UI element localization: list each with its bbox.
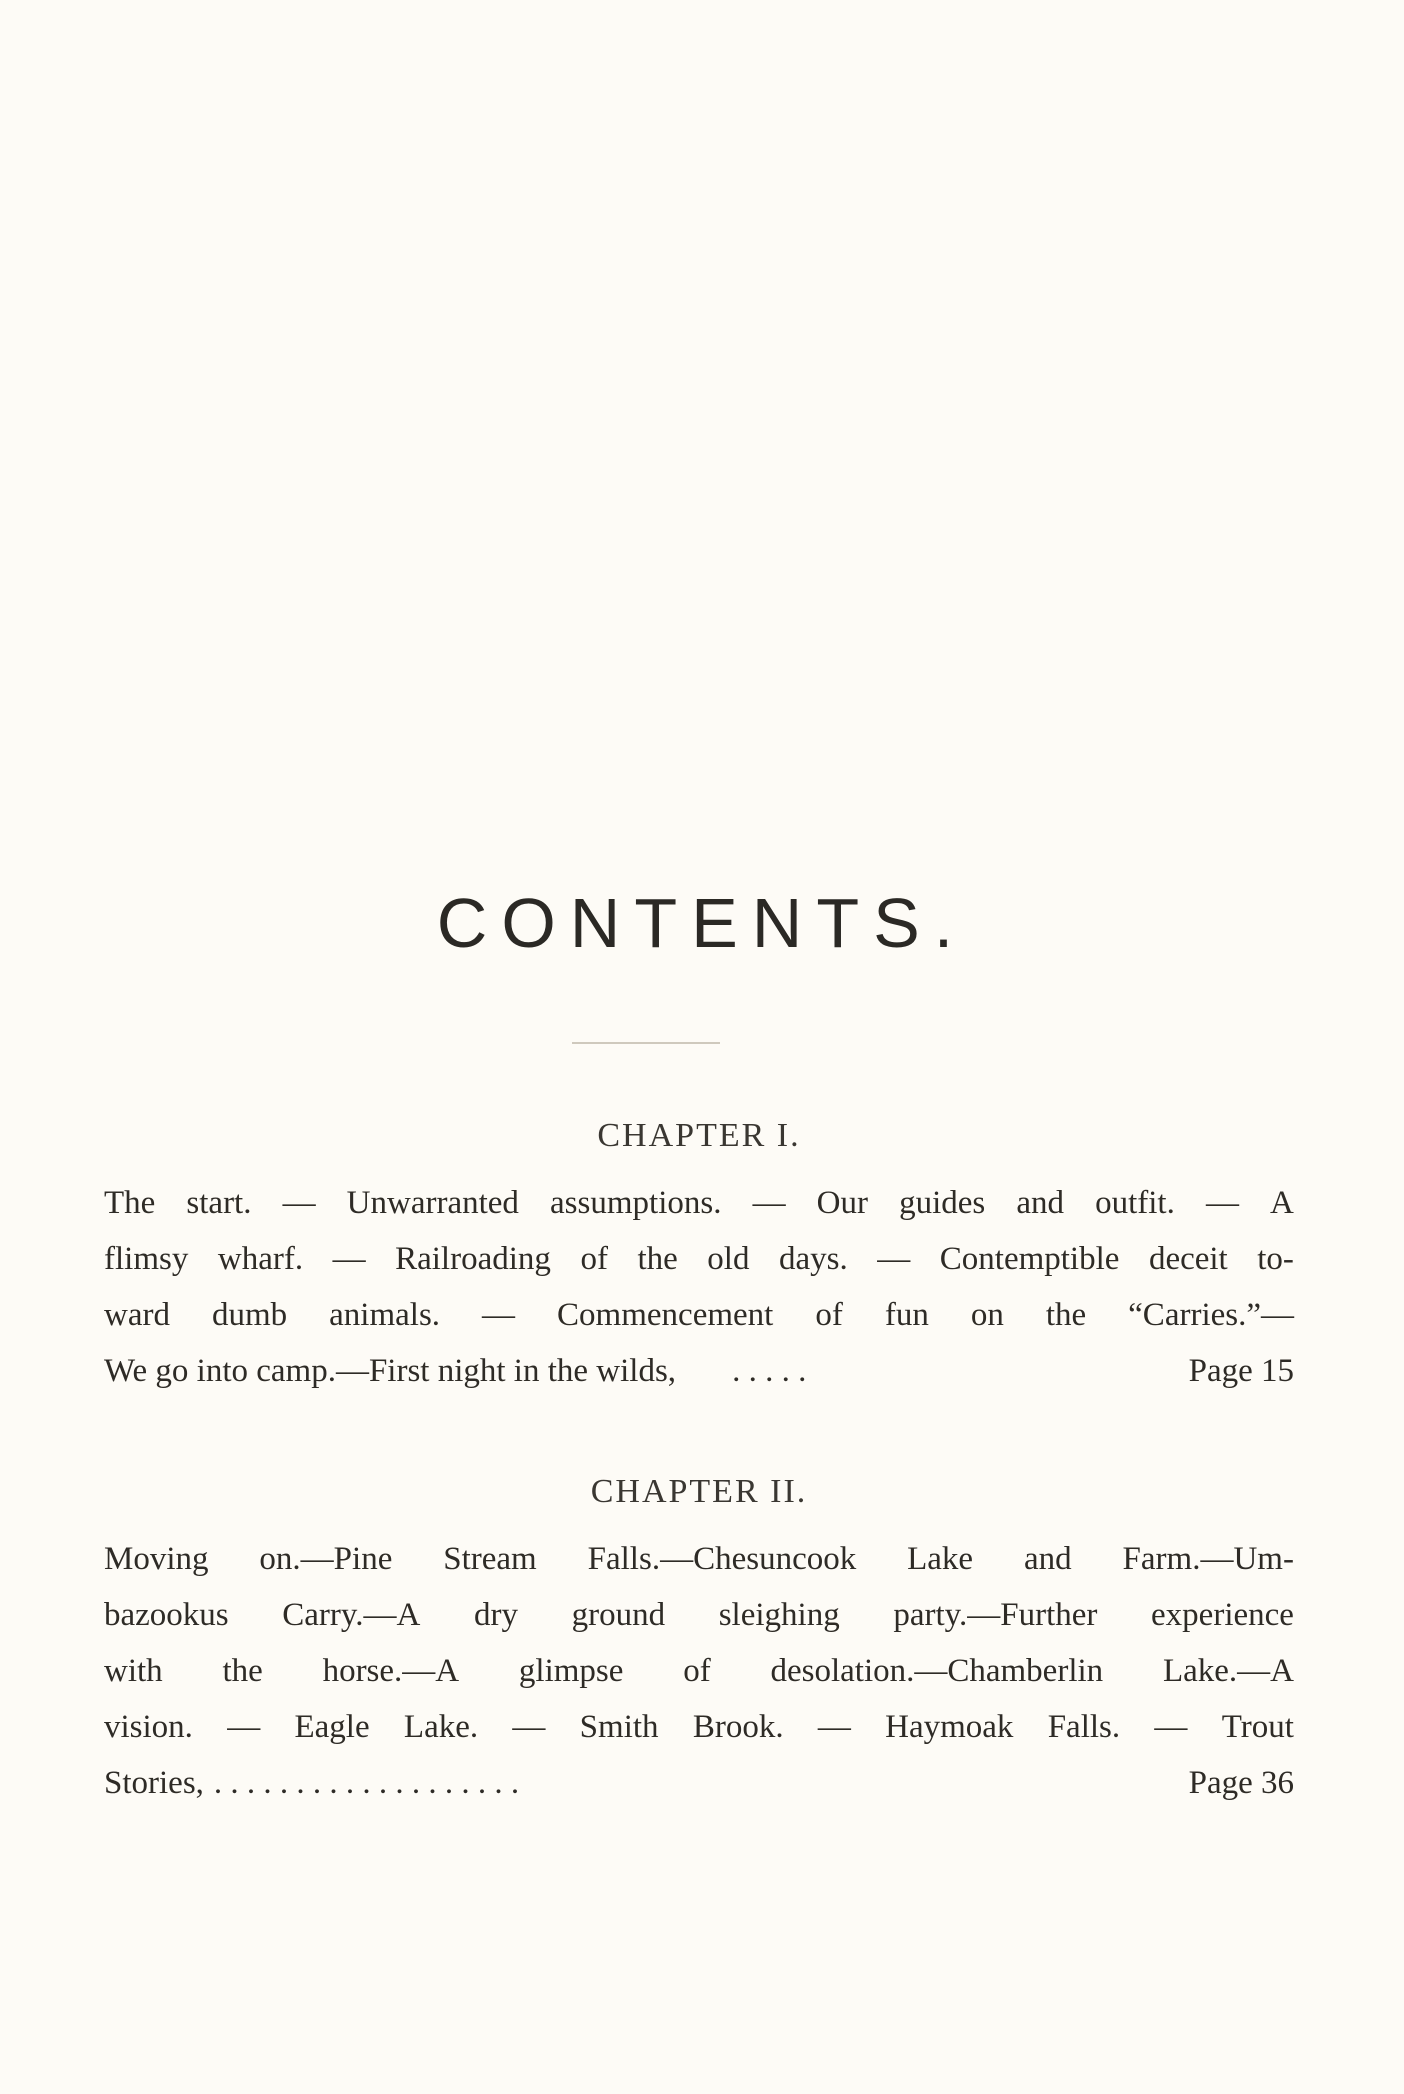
- summary-word: vision.: [104, 1708, 193, 1745]
- title-rule: [572, 1042, 720, 1044]
- summary-word: Unwarranted: [346, 1184, 519, 1221]
- summary-word: Eagle: [294, 1708, 370, 1745]
- summary-word: Commencement: [557, 1296, 774, 1333]
- summary-word: the: [222, 1652, 263, 1689]
- summary-word: days.: [778, 1240, 848, 1277]
- summary-word: Stream: [443, 1540, 537, 1577]
- dot-leader: . . . . .: [732, 1352, 807, 1389]
- summary-word: —: [512, 1708, 546, 1745]
- summary-word: the: [637, 1240, 678, 1277]
- summary-word: Farm.—Um-: [1122, 1540, 1294, 1577]
- summary-word: on.—Pine: [259, 1540, 393, 1577]
- summary-line: [104, 1287, 1294, 1343]
- summary-word: of: [815, 1296, 843, 1333]
- summary-word: Carry.—A: [282, 1596, 421, 1633]
- summary-word: flimsy: [104, 1240, 189, 1277]
- summary-word: with: [104, 1652, 163, 1689]
- page-reference: Page 15: [1188, 1352, 1294, 1389]
- summary-word: Lake: [907, 1540, 974, 1577]
- summary-word: —: [752, 1184, 786, 1221]
- summary-word: of: [683, 1652, 711, 1689]
- summary-word: dumb: [211, 1296, 288, 1333]
- summary-word: Our: [816, 1184, 868, 1221]
- summary-word: Falls.: [1047, 1708, 1121, 1745]
- summary-last-text: We go into camp.—First night in the wilds,: [104, 1352, 677, 1389]
- chapter-1-entry: [104, 1116, 1294, 1399]
- summary-word: Contemptible: [939, 1240, 1120, 1277]
- summary-word: Smith: [579, 1708, 659, 1745]
- summary-word: desolation.—Chamberlin: [770, 1652, 1104, 1689]
- summary-word: dry: [473, 1596, 518, 1633]
- summary-line: [104, 1175, 1294, 1231]
- summary-last-line: [104, 1755, 1294, 1811]
- contents-title: CONTENTS.: [436, 884, 968, 962]
- summary-word: Falls.—Chesuncook: [587, 1540, 857, 1577]
- summary-word: the: [1045, 1296, 1087, 1333]
- chapter-summary: [104, 1175, 1294, 1399]
- summary-word: —: [1154, 1708, 1188, 1745]
- chapter-heading: CHAPTER I.: [597, 1117, 801, 1154]
- summary-word: horse.—A: [322, 1652, 460, 1689]
- summary-word: of: [580, 1240, 608, 1277]
- summary-last-line: [104, 1343, 1294, 1399]
- summary-word: —: [817, 1708, 851, 1745]
- summary-word: —: [227, 1708, 261, 1745]
- summary-word: guides: [899, 1184, 986, 1221]
- summary-word: old: [707, 1240, 750, 1277]
- summary-word: experience: [1151, 1596, 1294, 1633]
- summary-word: Haymoak: [885, 1708, 1014, 1745]
- summary-word: —: [1205, 1184, 1239, 1221]
- summary-word: animals.: [329, 1296, 441, 1333]
- summary-word: Trout: [1221, 1708, 1294, 1745]
- summary-word: A: [1270, 1184, 1294, 1221]
- chapter-summary: [104, 1531, 1294, 1811]
- summary-word: fun: [884, 1296, 929, 1333]
- summary-word: and: [1023, 1540, 1072, 1577]
- summary-word: Lake.—A: [1162, 1652, 1294, 1689]
- summary-word: deceit: [1148, 1240, 1228, 1277]
- summary-line: [104, 1643, 1294, 1699]
- summary-word: The: [104, 1184, 156, 1221]
- summary-line: [104, 1231, 1294, 1287]
- summary-line: [104, 1531, 1294, 1587]
- summary-word: —: [282, 1184, 316, 1221]
- summary-word: —: [332, 1240, 366, 1277]
- summary-line: [104, 1587, 1294, 1643]
- summary-word: on: [970, 1296, 1004, 1333]
- summary-word: glimpse: [518, 1652, 624, 1689]
- summary-word: “Carries.”—: [1128, 1296, 1294, 1333]
- dot-leader: . . . . . . . . . . . . . . . . . . .: [213, 1764, 520, 1801]
- summary-word: Moving: [104, 1540, 209, 1577]
- summary-word: and: [1016, 1184, 1064, 1221]
- summary-word: outfit.: [1095, 1184, 1175, 1221]
- summary-line: [104, 1699, 1294, 1755]
- summary-word: Lake.: [403, 1708, 479, 1745]
- summary-word: to-: [1257, 1240, 1294, 1277]
- summary-word: —: [877, 1240, 911, 1277]
- chapter-heading: CHAPTER II.: [590, 1473, 808, 1510]
- page-reference: Page 36: [1188, 1764, 1294, 1801]
- summary-word: bazookus: [104, 1596, 229, 1633]
- summary-word: sleighing: [718, 1596, 840, 1633]
- summary-word: start.: [186, 1184, 252, 1221]
- chapter-2-entry: [104, 1472, 1294, 1811]
- summary-word: wharf.: [217, 1240, 304, 1277]
- summary-last-text: Stories,: [104, 1764, 204, 1801]
- summary-word: ground: [571, 1596, 666, 1633]
- summary-word: Railroading: [395, 1240, 551, 1277]
- summary-word: —: [482, 1296, 516, 1333]
- summary-word: assumptions.: [550, 1184, 722, 1221]
- summary-word: party.—Further: [893, 1596, 1098, 1633]
- summary-word: Brook.: [692, 1708, 784, 1745]
- summary-word: ward: [104, 1296, 170, 1333]
